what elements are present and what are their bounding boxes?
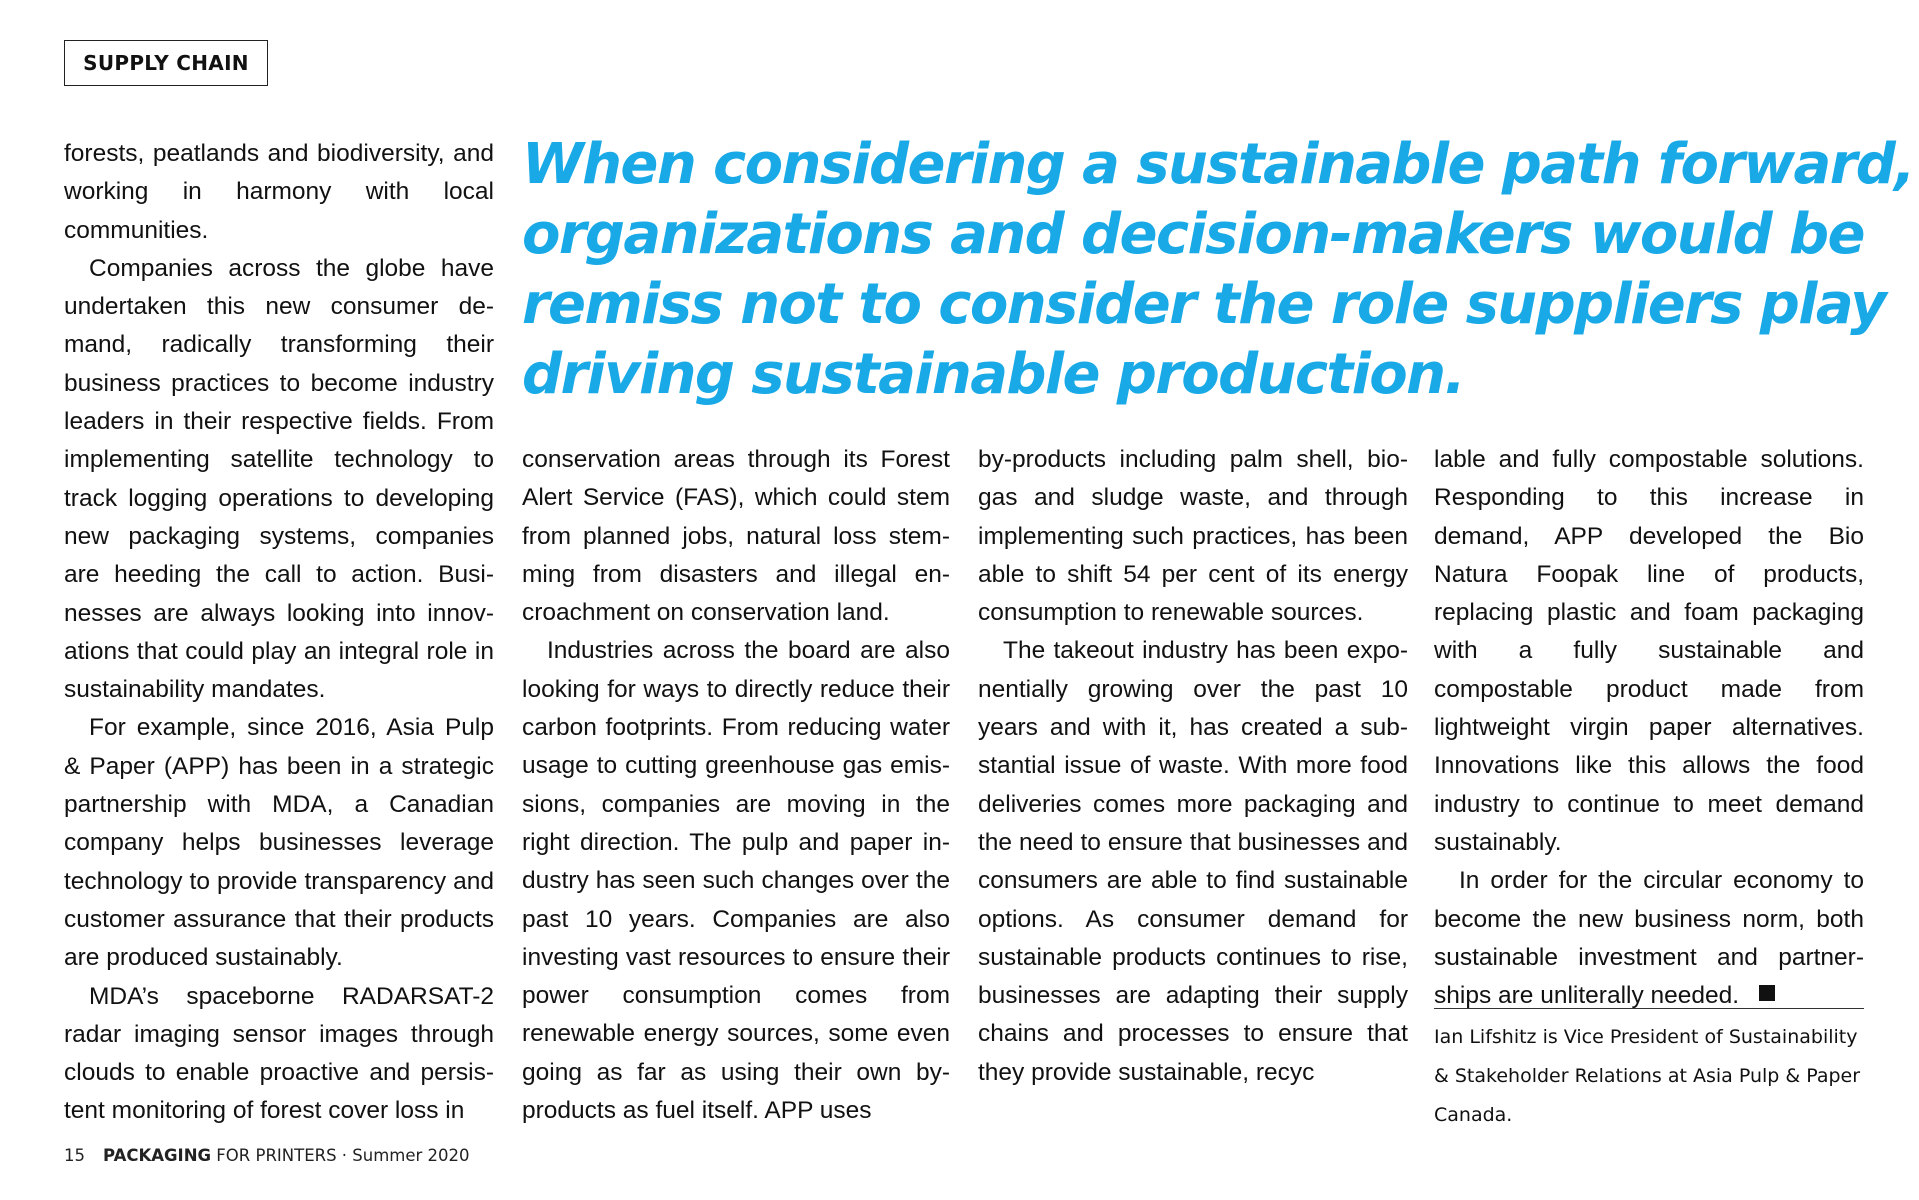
publication-brand: PACKAGING <box>103 1146 212 1165</box>
pull-quote-line: When considering a sustainable path forward, <box>522 132 1914 197</box>
paragraph <box>1434 862 1864 1015</box>
paragraph-text: In order for the circular economy to become the new business norm, both sustainable investment and partnerships are unliterally needed. <box>1434 867 1864 1010</box>
end-of-article-mark <box>1759 985 1775 1001</box>
pull-quote <box>522 130 1914 410</box>
pull-quote-line: driving sustainable production. <box>522 342 1465 407</box>
paragraph: by-products including palm shell, biogas and sludge waste, and through implementing such practices, has been able to shift 54 per cent of its energy consumption to renewable sources. <box>978 446 1408 627</box>
section-tag: SUPPLY CHAIN <box>64 40 268 86</box>
paragraph: forests, peatlands and biodiversity, and working in harmony with local communities. <box>64 140 494 244</box>
pull-quote-line: remiss not to consider the role suppliers play <box>522 272 1886 337</box>
paragraph: Industries across the board are also looking for ways to directly reduce their carbon footprints. From reducing water usage to cutting greenhouse gas emissions, companies are moving in the right direction. The pulp and paper industry has seen such changes over the past 10 years. Companies are also investing vast resources to ensure their power consumption comes from renewable energy sources, some even going as far as using their own by-products as fuel itself. APP uses <box>522 637 950 1125</box>
paragraph: Companies across the globe have undertaken this new consumer demand, radically transforming their business practices to become industry leaders in their respective fields. From implementing satellite technology to track logging operations to developing new packaging systems, companies are heeding the call to action. Businesses are always looking into innovations that could play an integral role in sustainability mandates. <box>64 254 494 704</box>
pull-quote-line: organizations and decision-makers would be <box>522 202 1864 267</box>
article-column-4 <box>1434 441 1864 1015</box>
page-footer <box>64 1146 470 1165</box>
paragraph: MDA’s spaceborne RADARSAT-2 radar imaging sensor images through clouds to enable proactive and persistent monitoring of forest cover loss in <box>64 982 494 1125</box>
bio-divider <box>1434 1008 1864 1009</box>
paragraph: For example, since 2016, Asia Pulp & Paper (APP) has been in a strategic partnership with MDA, a Canadian company helps businesses leverage technology to provide transparency and customer assurance that their products are produced sustainably. <box>64 714 494 972</box>
author-bio: Ian Lifshitz is Vice President of Sustainability & Stakeholder Relations at Asia Pulp & Paper Canada. <box>1434 1026 1861 1126</box>
article-column-3 <box>978 441 1408 1092</box>
paragraph: The takeout industry has been exponentially growing over the past 10 years and with it, has created a substantial issue of waste. With more food deliveries comes more packaging and the need to ensure that businesses and consumers are able to find sustainable options. As consumer demand for sustainable products continues to rise, businesses are adapting their supply chains and processes to ensure that they provide sustainable, recyc <box>978 637 1408 1086</box>
page-number: 15 <box>64 1146 85 1165</box>
article-column-2 <box>522 441 950 1130</box>
article-column-1 <box>64 135 494 1131</box>
paragraph: conservation areas through its Forest Alert Service (FAS), which could stem from planned jobs, natural loss stemming from disasters and illegal encroachment on conservation land. <box>522 446 950 627</box>
publication-issue: FOR PRINTERS · Summer 2020 <box>211 1146 470 1165</box>
paragraph: lable and fully compostable solutions. Responding to this increase in demand, APP developed the Bio Natura Foopak line of products, replacing plastic and foam packaging with a fully sustainable and compostable product made from lightweight virgin paper alternatives. Innovations like this allows the food industry to continue to meet demand sustainably. <box>1434 446 1864 856</box>
